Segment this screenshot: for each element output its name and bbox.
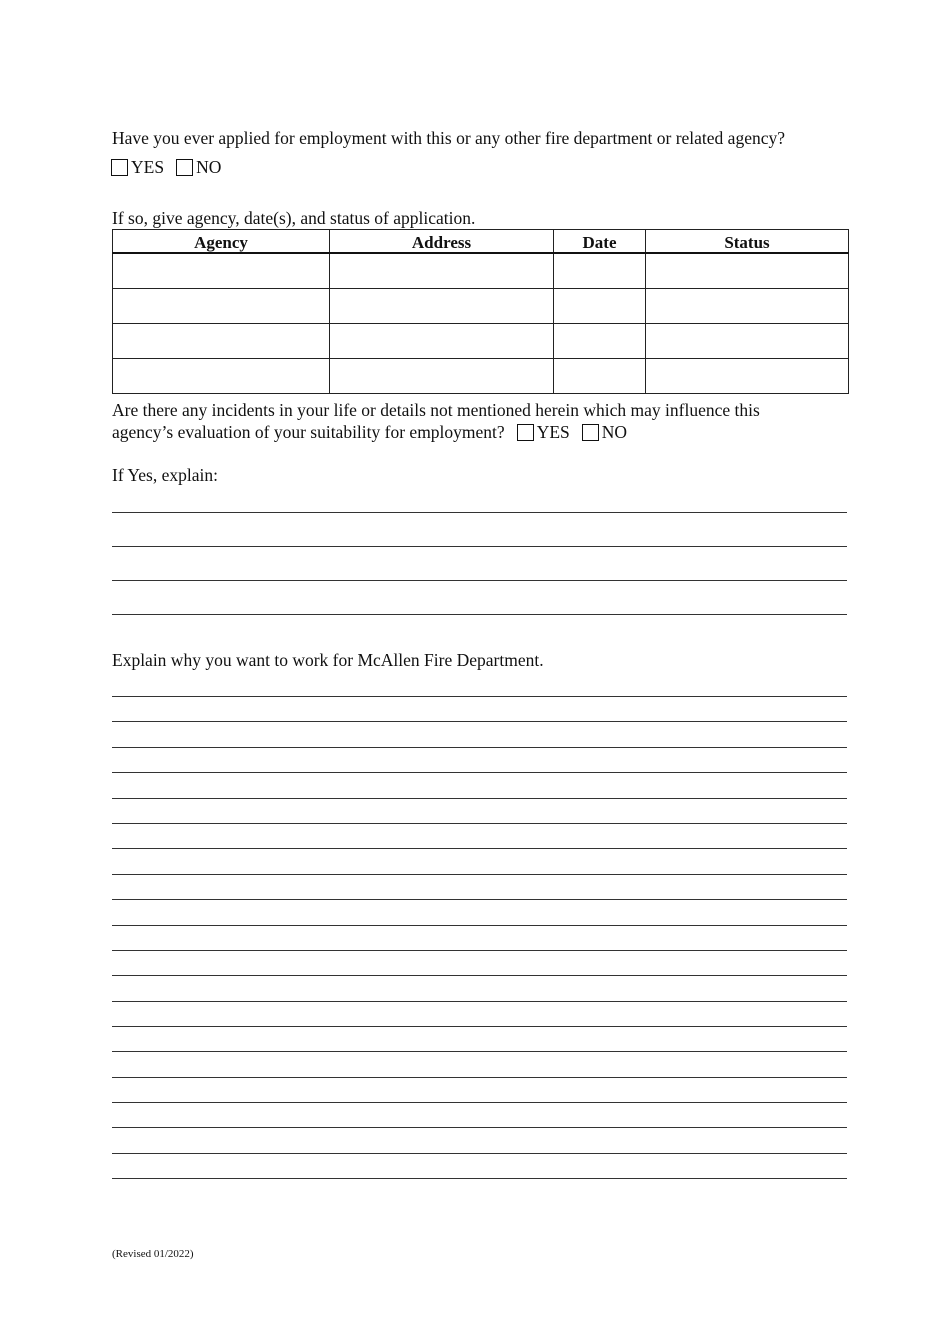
answer-line[interactable] [112, 1051, 847, 1052]
status-cell[interactable] [646, 289, 849, 324]
date-cell[interactable] [554, 359, 646, 394]
answer-line[interactable] [112, 925, 847, 926]
explain-line[interactable] [112, 580, 847, 581]
answer-line[interactable] [112, 848, 847, 849]
answer-line[interactable] [112, 950, 847, 951]
q1-options [111, 157, 233, 178]
answer-line[interactable] [112, 823, 847, 824]
q2-explain-label: If Yes, explain: [112, 465, 218, 485]
q2-line2 [112, 422, 639, 443]
q1-yes-checkbox[interactable] [111, 159, 128, 176]
explain-line[interactable] [112, 512, 847, 513]
answer-line[interactable] [112, 696, 847, 697]
answer-line[interactable] [112, 1127, 847, 1128]
date-cell[interactable] [554, 324, 646, 359]
agency-cell[interactable] [113, 289, 330, 324]
date-cell[interactable] [554, 289, 646, 324]
date-cell[interactable] [554, 253, 646, 289]
table-row [113, 289, 849, 324]
answer-line[interactable] [112, 1026, 847, 1027]
history-header-row [113, 230, 849, 254]
status-cell[interactable] [646, 253, 849, 289]
q3-prompt: Explain why you want to work for McAllen Fire Department. [112, 650, 544, 670]
q2-no-label: NO [601, 422, 628, 442]
table-row [113, 359, 849, 394]
agency-cell[interactable] [113, 253, 330, 289]
q1-question: Have you ever applied for employment with this or any other fire department or related agency? [112, 128, 786, 148]
q2-yes-checkbox[interactable] [517, 424, 534, 441]
answer-line[interactable] [112, 798, 847, 799]
agency-cell[interactable] [113, 359, 330, 394]
answer-line[interactable] [112, 1178, 847, 1179]
q2-no-checkbox[interactable] [582, 424, 599, 441]
q1-no-checkbox[interactable] [176, 159, 193, 176]
explain-line[interactable] [112, 614, 847, 615]
answer-line[interactable] [112, 747, 847, 748]
answer-line[interactable] [112, 975, 847, 976]
address-cell[interactable] [330, 289, 554, 324]
status-cell[interactable] [646, 324, 849, 359]
answer-line[interactable] [112, 874, 847, 875]
q2-yes-label: YES [536, 422, 570, 442]
answer-line[interactable] [112, 899, 847, 900]
col-header-address: Address [330, 230, 554, 254]
table-row [113, 324, 849, 359]
answer-line[interactable] [112, 1077, 847, 1078]
history-table [112, 229, 849, 394]
table-row [113, 253, 849, 289]
revision-note: (Revised 01/2022) [112, 1248, 194, 1260]
history-instruction: If so, give agency, date(s), and status of application. [112, 208, 476, 228]
col-header-status: Status [646, 230, 849, 254]
answer-line[interactable] [112, 772, 847, 773]
q1-no-label: NO [196, 157, 222, 177]
answer-line[interactable] [112, 1153, 847, 1154]
address-cell[interactable] [330, 359, 554, 394]
col-header-date: Date [554, 230, 646, 254]
answer-line[interactable] [112, 1001, 847, 1002]
q2-question-line1: Are there any incidents in your life or details not mentioned herein which may influence this [112, 400, 760, 420]
address-cell[interactable] [330, 253, 554, 289]
answer-line[interactable] [112, 721, 847, 722]
answer-line[interactable] [112, 1102, 847, 1103]
q2-question-line2: agency’s evaluation of your suitability for employment? [112, 422, 505, 442]
explain-line[interactable] [112, 546, 847, 547]
agency-cell[interactable] [113, 324, 330, 359]
col-header-agency: Agency [113, 230, 330, 254]
address-cell[interactable] [330, 324, 554, 359]
q1-yes-label: YES [131, 157, 165, 177]
status-cell[interactable] [646, 359, 849, 394]
